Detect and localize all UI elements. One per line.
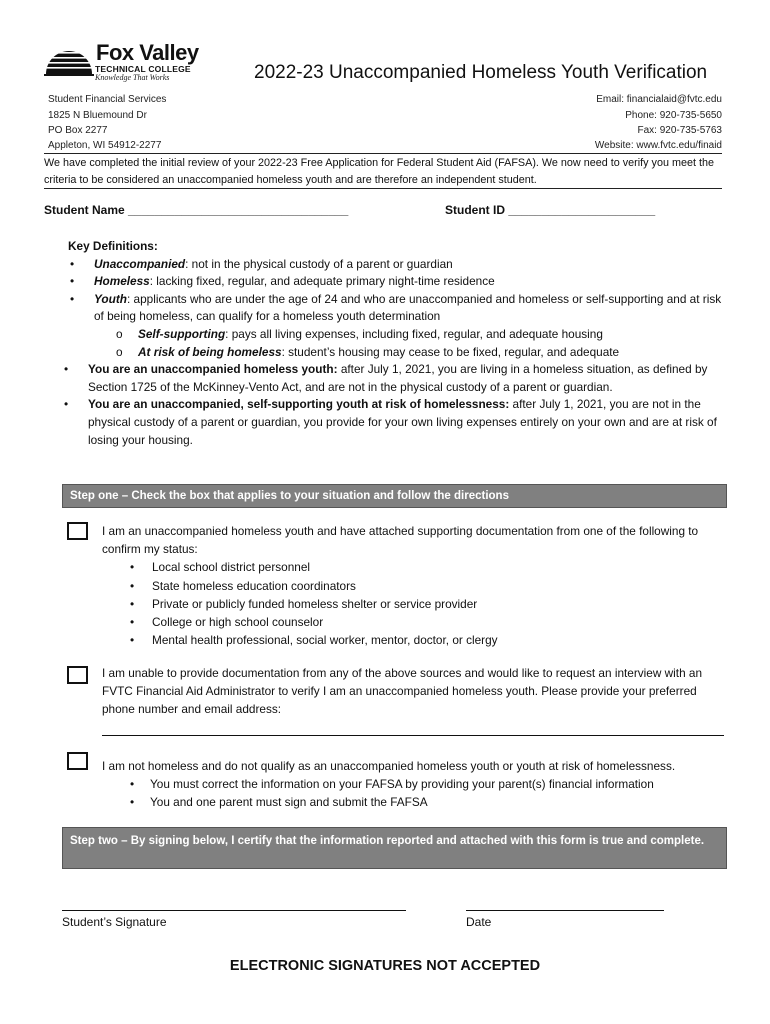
key-definitions — [68, 238, 728, 449]
definition-homeless: • Homeless: lacking fixed, regular, and adequate primary night-time residence — [68, 273, 728, 291]
list-item: • You must correct the information on your FAFSA by providing your parent(s) financial information — [102, 775, 732, 793]
list-item: • Local school district personnel — [102, 558, 732, 576]
list-item: • Private or publicly funded homeless shelter or service provider — [102, 595, 732, 613]
option-1-checkbox[interactable] — [67, 522, 88, 540]
intro-paragraph: We have completed the initial review of your 2022-23 Free Application for Federal Student Aid (FAFSA). We now need to verify you meet the criteria to be considered an unaccompanied homeless youth and are therefore an independent student. — [44, 157, 714, 186]
address-line-1: Student Financial Services — [48, 94, 167, 105]
fvtc-logo — [44, 38, 204, 82]
option-3-checkbox[interactable] — [67, 752, 88, 770]
contact-website: Website: www.fvtc.edu/finaid — [594, 140, 722, 151]
list-item: • Mental health professional, social worker, mentor, doctor, or clergy — [102, 631, 732, 649]
definition-homeless-youth: • You are an unaccompanied homeless youth: after July 1, 2021, you are living in a homeless situation, as defined by Section 1725 of the McKinney-Vento Act, and are not in the physical custody of a parent or guardian. — [62, 361, 728, 396]
definitions-heading: Key Definitions: — [68, 239, 158, 253]
student-id-field[interactable]: Student ID ______________________ — [445, 203, 656, 217]
address-line-2: 1825 N Bluemound Dr — [48, 110, 147, 121]
date-label: Date — [466, 915, 492, 929]
student-name-field[interactable]: Student Name _________________________________ — [44, 203, 349, 217]
option-3 — [102, 757, 732, 812]
option-3-text: I am not homeless and do not qualify as an unaccompanied homeless youth or youth at risk of homelessness. — [102, 759, 676, 773]
definition-youth: • Youth: applicants who are under the age of 24 and who are unaccompanied and homeless or self-supporting and at risk of being homeless, can qualify for a homeless youth determination — [68, 291, 728, 326]
address-line-4: Appleton, WI 54912-2277 — [48, 140, 162, 151]
definition-at-risk: o At risk of being homeless: student’s housing may cease to be fixed, regular, and adequate — [116, 344, 620, 359]
logo-subtitle: TECHNICAL COLLEGE — [95, 64, 191, 74]
option-1 — [102, 522, 732, 649]
student-signature-label: Student’s Signature — [62, 915, 167, 929]
option-2 — [102, 664, 732, 719]
contact-fax: Fax: 920-735-5763 — [637, 125, 722, 136]
list-item: • State homeless education coordinators — [102, 577, 732, 595]
header-divider — [44, 153, 722, 154]
contact-email: Email: financialaid@fvtc.edu — [596, 94, 722, 105]
logo-tagline: Knowledge That Works — [95, 73, 170, 82]
definition-unaccompanied: • Unaccompanied: not in the physical custody of a parent or guardian — [68, 256, 728, 274]
address-line-3: PO Box 2277 — [48, 125, 108, 136]
logo-name: Fox Valley — [96, 40, 199, 65]
option-1-text: I am an unaccompanied homeless youth and have attached supporting documentation from one of the following to confirm my status: — [102, 524, 699, 557]
definition-self-supporting: o Self-supporting: pays all living expenses, including fixed, regular, and adequate housing — [116, 326, 603, 341]
option-2-text: I am unable to provide documentation from any of the above sources and would like to request an interview with an FVTC Financial Aid Administrator to verify I am an unaccompanied homeless youth. Please provide your preferred phone number and email address: — [102, 666, 703, 717]
contact-info-line[interactable] — [102, 735, 724, 736]
contact-phone: Phone: 920-735-5650 — [625, 110, 722, 121]
definition-self-supporting-youth: • You are an unaccompanied, self-supporting youth at risk of homelessness: after July 1, 2021, you are not in the physical custody of a parent or guardian, you provide for your own living expenses entirely on your own and are at risk of losing your housing. — [62, 396, 728, 449]
date-line[interactable] — [466, 910, 664, 911]
intro-divider — [44, 188, 722, 189]
footer-notice: ELECTRONIC SIGNATURES NOT ACCEPTED — [229, 958, 541, 974]
step-two-banner: Step two – By signing below, I certify that the information reported and attached with this form is true and complete. — [62, 827, 727, 869]
list-item: • College or high school counselor — [102, 613, 732, 631]
student-signature-line[interactable] — [62, 910, 406, 911]
list-item: • You and one parent must sign and submit the FAFSA — [102, 793, 732, 811]
logo-emblem-icon — [44, 40, 94, 82]
option-2-checkbox[interactable] — [67, 666, 88, 684]
step-one-banner: Step one – Check the box that applies to your situation and follow the directions — [62, 484, 727, 508]
page-title: 2022-23 Unaccompanied Homeless Youth Verification — [254, 62, 708, 83]
